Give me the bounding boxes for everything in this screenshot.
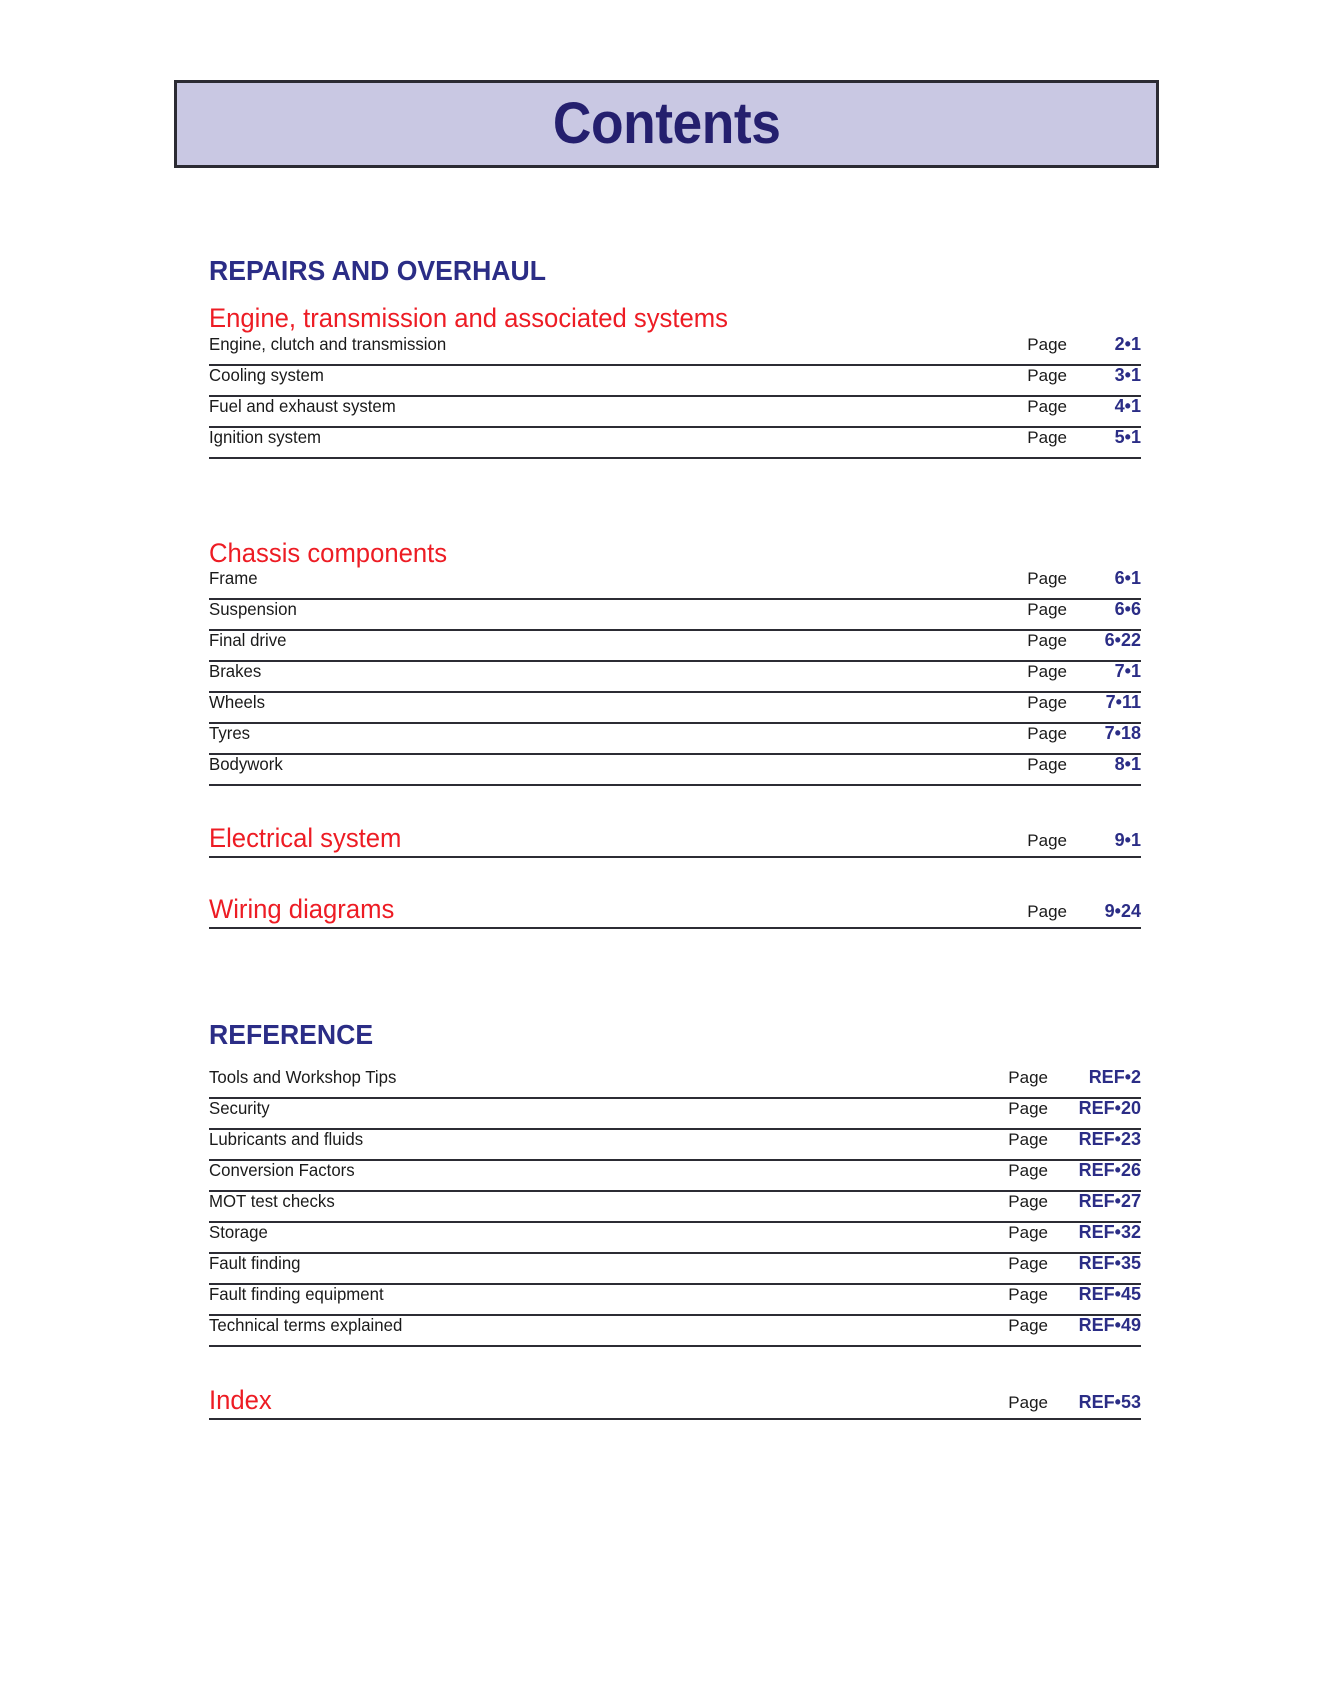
page-number: REF•27: [1078, 1191, 1141, 1212]
entry-label: Index: [209, 1385, 272, 1416]
table-row[interactable]: [209, 631, 1141, 662]
entry-label: Electrical system: [209, 822, 402, 853]
entry-label: Technical terms explained: [209, 1315, 403, 1336]
page-word: Page: [1008, 1393, 1048, 1413]
entry-label: Frame: [209, 567, 258, 588]
page-word: Page: [1027, 599, 1067, 619]
spacer: [209, 1051, 1141, 1068]
entry-label: Fault finding equipment: [209, 1284, 384, 1305]
entry-label: Wheels: [209, 691, 266, 712]
entry-label: Storage: [209, 1222, 268, 1243]
page-word: Page: [1027, 901, 1067, 921]
entry-label: Lubricants and fluids: [209, 1129, 364, 1150]
table-row[interactable]: [209, 1192, 1141, 1223]
table-row[interactable]: [209, 1254, 1141, 1285]
entry-label: Security: [209, 1098, 270, 1119]
spacer: [209, 459, 1141, 537]
page-word: Page: [1027, 396, 1067, 416]
table-row[interactable]: [209, 1285, 1141, 1316]
table-row[interactable]: [209, 724, 1141, 755]
table-row[interactable]: [209, 1223, 1141, 1254]
page-word: Page: [1008, 1254, 1048, 1274]
entry-label: Fault finding: [209, 1253, 301, 1274]
table-row[interactable]: [209, 397, 1141, 428]
page-word: Page: [1008, 1192, 1048, 1212]
page-number: REF•23: [1078, 1129, 1141, 1150]
page-word: Page: [1027, 630, 1067, 650]
page-word: Page: [1008, 1223, 1048, 1243]
table-row[interactable]: [209, 569, 1141, 600]
page-number: REF•35: [1078, 1253, 1141, 1274]
page-number: 4•1: [1114, 395, 1141, 416]
table-row[interactable]: [209, 366, 1141, 397]
page-number: 2•1: [1114, 333, 1141, 354]
page-number: 6•1: [1114, 567, 1141, 588]
entry-index[interactable]: [209, 1374, 1141, 1420]
table-row[interactable]: [209, 1161, 1141, 1192]
page-number: REF•53: [1078, 1392, 1141, 1413]
table-row[interactable]: [209, 1099, 1141, 1130]
table-row[interactable]: [209, 1316, 1141, 1347]
page-number: 6•22: [1104, 629, 1141, 650]
page-word: Page: [1027, 830, 1067, 850]
page-word: Page: [1027, 754, 1067, 774]
table-row[interactable]: [209, 600, 1141, 631]
table-engine-transmission: [209, 335, 1141, 459]
page-word: Page: [1027, 692, 1067, 712]
entry-label: Wiring diagrams: [209, 893, 395, 924]
page-number: 7•11: [1105, 691, 1141, 712]
section-repairs-and-overhaul: [209, 255, 1141, 929]
table-chassis-components: [209, 569, 1141, 786]
page-number: REF•26: [1078, 1160, 1141, 1181]
page-word: Page: [1027, 427, 1067, 447]
spacer: [209, 858, 1141, 883]
page-word: Page: [1027, 365, 1067, 385]
table-row[interactable]: [209, 755, 1141, 786]
table-row[interactable]: [209, 693, 1141, 724]
table-reference: [209, 1068, 1141, 1347]
page-word: Page: [1027, 568, 1067, 588]
page-number: 7•18: [1104, 722, 1141, 743]
entry-label: Brakes: [209, 660, 262, 681]
page-number: 5•1: [1114, 426, 1141, 447]
spacer: [209, 786, 1141, 812]
page-word: Page: [1008, 1068, 1048, 1088]
page-number: REF•20: [1078, 1098, 1141, 1119]
entry-label: Suspension: [209, 598, 297, 619]
entry-label: Bodywork: [209, 753, 283, 774]
entry-label: Engine, clutch and transmission: [209, 333, 447, 354]
entry-label: Cooling system: [209, 364, 324, 385]
page-word: Page: [1027, 661, 1067, 681]
entry-label: Ignition system: [209, 426, 322, 447]
table-row[interactable]: [209, 662, 1141, 693]
page-word: Page: [1008, 1161, 1048, 1181]
table-row[interactable]: [209, 428, 1141, 459]
page-word: Page: [1008, 1130, 1048, 1150]
table-row[interactable]: [209, 335, 1141, 366]
part-title-reference: REFERENCE: [209, 1018, 374, 1050]
entry-label: Tyres: [209, 722, 251, 743]
section-reference: [209, 1019, 1141, 1420]
page-number: REF•32: [1078, 1222, 1141, 1243]
page-number: REF•49: [1078, 1315, 1141, 1336]
page-number: 9•24: [1104, 900, 1141, 921]
page-number: 6•6: [1114, 598, 1141, 619]
page-number: 7•1: [1114, 660, 1141, 681]
page-word: Page: [1008, 1285, 1048, 1305]
spacer: [209, 287, 1141, 302]
page-number: 9•1: [1114, 829, 1141, 850]
page-number: REF•45: [1078, 1284, 1141, 1305]
entry-label: Fuel and exhaust system: [209, 395, 396, 416]
entry-label: Conversion Factors: [209, 1160, 355, 1181]
table-row[interactable]: [209, 1130, 1141, 1161]
entry-label: Tools and Workshop Tips: [209, 1067, 397, 1088]
part-title-repairs-and-overhaul: REPAIRS AND OVERHAUL: [209, 255, 546, 286]
spacer: [209, 1347, 1141, 1374]
contents-header-banner: [174, 80, 1159, 168]
page-word: Page: [1027, 334, 1067, 354]
page-word: Page: [1027, 723, 1067, 743]
page-word: Page: [1008, 1099, 1048, 1119]
contents-body: [209, 255, 1141, 1420]
entry-label: Final drive: [209, 629, 287, 650]
entry-label: MOT test checks: [209, 1191, 335, 1212]
page-number: 8•1: [1114, 753, 1141, 774]
entry-electrical-system[interactable]: [209, 812, 1141, 858]
group-title-chassis-components: Chassis components: [209, 537, 448, 568]
table-row[interactable]: [209, 1068, 1141, 1099]
page-number: REF•2: [1088, 1067, 1141, 1088]
spacer: [209, 929, 1141, 1019]
page-number: 3•1: [1114, 364, 1141, 385]
entry-wiring-diagrams[interactable]: [209, 883, 1141, 929]
group-title-engine-transmission: Engine, transmission and associated systems: [209, 303, 728, 334]
page-word: Page: [1008, 1316, 1048, 1336]
page-title: Contents: [552, 91, 781, 156]
